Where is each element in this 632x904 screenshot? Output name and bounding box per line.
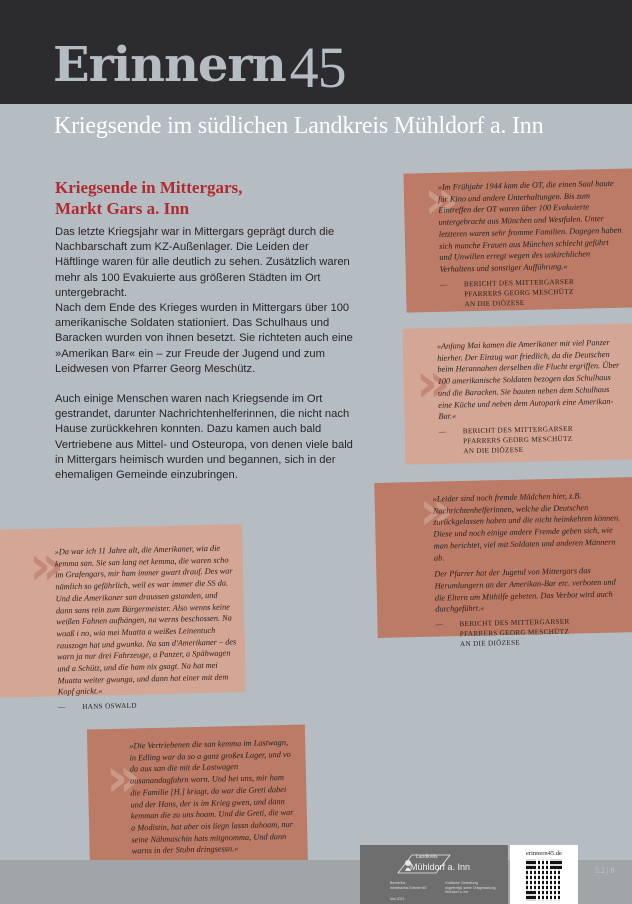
quote-source: — BERICHT DES MITTERGARSER PFARRERS GEORG MESCHÜTZ AN DIE DIÖZESE xyxy=(435,617,570,649)
quote-mark-icon: » xyxy=(423,167,460,232)
brand-word: Erinnern xyxy=(53,37,286,93)
quote-card xyxy=(403,168,632,312)
quote-mark-icon: » xyxy=(105,745,142,810)
brand-logo xyxy=(53,34,346,100)
quote-text: »Anfang Mai kamen die Amerikaner mit viel Panzer hierher. Der Einzug war friedlich, da die Deutschen beim Herannahen derselben die Flucht ergriffen. Über 100 amerikanische Soldaten bezogen das Schulhaus und die Baracken. Sie bauten neben dem Schulhaus eine Küche und neben dem Autopark eine Amerikan-Bar.« xyxy=(436,337,620,422)
qr-code-panel xyxy=(510,845,578,904)
qr-code-icon xyxy=(526,859,562,901)
quote-text: »Da war ich 11 Jahre alt, die Amerikaner, wia die kemma san. Sie san lang net kemma, die waren scho im Grafengars, mir ham immer gwart drauf. Des war nämlich so gefährlich, weil es war immer die SS da. Und die Amerikaner san draussen gstanden, und dann sans rein zum Bürgermeister. Also wenns keine weißen Fahnen aufhängen, na werns beschossen. Na woaß i no, wia mei Muatta a weißes Leinentuch rauszogn hat und gwunka. Na san d'Amerikaner – des warn ja nur drei Fahrzeuge, a Panzer, a Spähwagen und a Schütz, und die ham nix gsagt. Na hat mei Muatta weiter gwunga, und dann hat einer mit dem Kopf gnickt.« xyxy=(54,543,237,697)
page-number: 5.2 | 8 xyxy=(595,866,615,875)
page-subtitle: Kriegsende im südlichen Landkreis Mühldorf a. Inn xyxy=(54,113,544,139)
quote-text: »Die Vertriebenen die san kemma im Lastwagn, in Edling war da so a ganz großes Lager, und vo da aus san die mit de Lastwagen ausanandagfahrn worn. Und bei uns, mir ham die Familie [H.] kriagt, da war die Greti dabei und der Hans, der is im Krieg gwen, und dann kemman die zu uns hoam. Und die Greti, die war a Modistin, hat aber ois liegn lassn dahoam, nur seine Nähmaschin hats mitgnomma, Und dann warns in der Stubn dringsessn.« xyxy=(129,737,294,856)
quote-card xyxy=(402,323,632,464)
article-title-line-1: Kriegsende in Mittergars, xyxy=(55,178,243,197)
quote-card xyxy=(0,524,246,712)
footer-col-1: Bezirk/Ins Arbeitskreis Erinnern45 xyxy=(390,881,427,890)
article-paragraph: Auch einige Menschen waren nach Kriegsende im Ort gestrandet, darunter Nachrichtenhelferinnen, die nicht nach Hause zurückkehren konnten. Dazu kamen auch bald Vertriebene aus Mittel- und Osteuropa, von denen viele bald in Mittergars heimisch wurden und begannen, sich in der ehemaligen Gemeinde einzubringen. xyxy=(55,393,353,482)
footer-col-2: Grafische Gestaltung angefertigt, siehe Ortsgestaltung Mühldorf a. Inn xyxy=(445,881,496,894)
qr-url: erinnern45.de xyxy=(526,850,562,857)
article-title-line-2: Markt Gars a. Inn xyxy=(55,199,190,218)
article-title xyxy=(55,177,242,219)
header-band xyxy=(0,0,632,104)
landkreis-logo-panel xyxy=(360,845,508,904)
quote-text: »Leider sind noch fremde Mädchen hier, z.B. Nachrichtenhelferinnen, welche die Deutschen zurückgelassen haben und die nicht heimkehren können. Diese und noch einige andere Fremde geben sich, wie man berichtet, viel mit Soldaten und anderen Männern ab. xyxy=(432,491,621,563)
brand-number: 45 xyxy=(289,35,346,100)
article-paragraph: Nach dem Ende des Krieges wurden in Mittergars über 100 amerikanische Soldaten stationiert. Das Schulhaus und Baracken wurden von ihnen besetzt. Sie richteten auch eine »Amerikan Bar« ein – zur Freude der Jugend und zum Leidwesen von Pfarrer Georg Meschütz. xyxy=(55,302,353,375)
quote-card xyxy=(374,477,632,649)
quote-source: — BERICHT DES MITTERGARSER PFARRERS GEORG MESCHÜTZ AN DIE DIÖZESE xyxy=(439,277,575,308)
article-paragraph: Das letzte Kriegsjahr war in Mittergars geprägt durch die Nachbarschaft zum KZ-Außenlager. Die Leiden der Häftlinge waren für alle deutlich zu sehen. Zusätzlich waren mehr als 100 Evakuierte aus größeren Städten im Ort untergebracht. xyxy=(55,226,350,299)
quote-mark-icon: » xyxy=(415,350,452,415)
footer-date: Mai 2021 xyxy=(390,897,405,901)
quote-mark-icon: » xyxy=(28,533,65,598)
logo-name: Mühldorf a. Inn xyxy=(410,862,471,872)
quote-mark-icon: » xyxy=(418,478,455,542)
quote-source: — BERICHT DES MITTERGARSER PFARRERS GEORG MESCHÜTZ AN DIE DIÖZESE xyxy=(438,424,574,456)
quote-text: »Im Frühjahr 1944 kam die OT, die einen Saal baute für Kino und andere Unterhaltungen. Bis zum Eintreffen der OT waren über 100 Evakuierte untergebracht aus München und Westfalen. Unter letzteren waren sehr fromme Familien. Dagegen haben sich manche Frauen aus München schlecht geführt und Unwillen erregt wegen des unkirchlichen Verhaltens und sonstiger Aufführung.« xyxy=(437,178,622,274)
logo-small-label: Landkreis xyxy=(416,854,438,860)
quote-source: — HANS OSWALD xyxy=(58,701,137,712)
quote-text-continued: Der Pfarrer hat der Jugend von Mittergars das Herumlungern an der Amerikan-Bar etc. verboten und die Eltern um Mithilfe gebeten. Das Verbot wird auch durchgeführt.« xyxy=(434,566,616,614)
